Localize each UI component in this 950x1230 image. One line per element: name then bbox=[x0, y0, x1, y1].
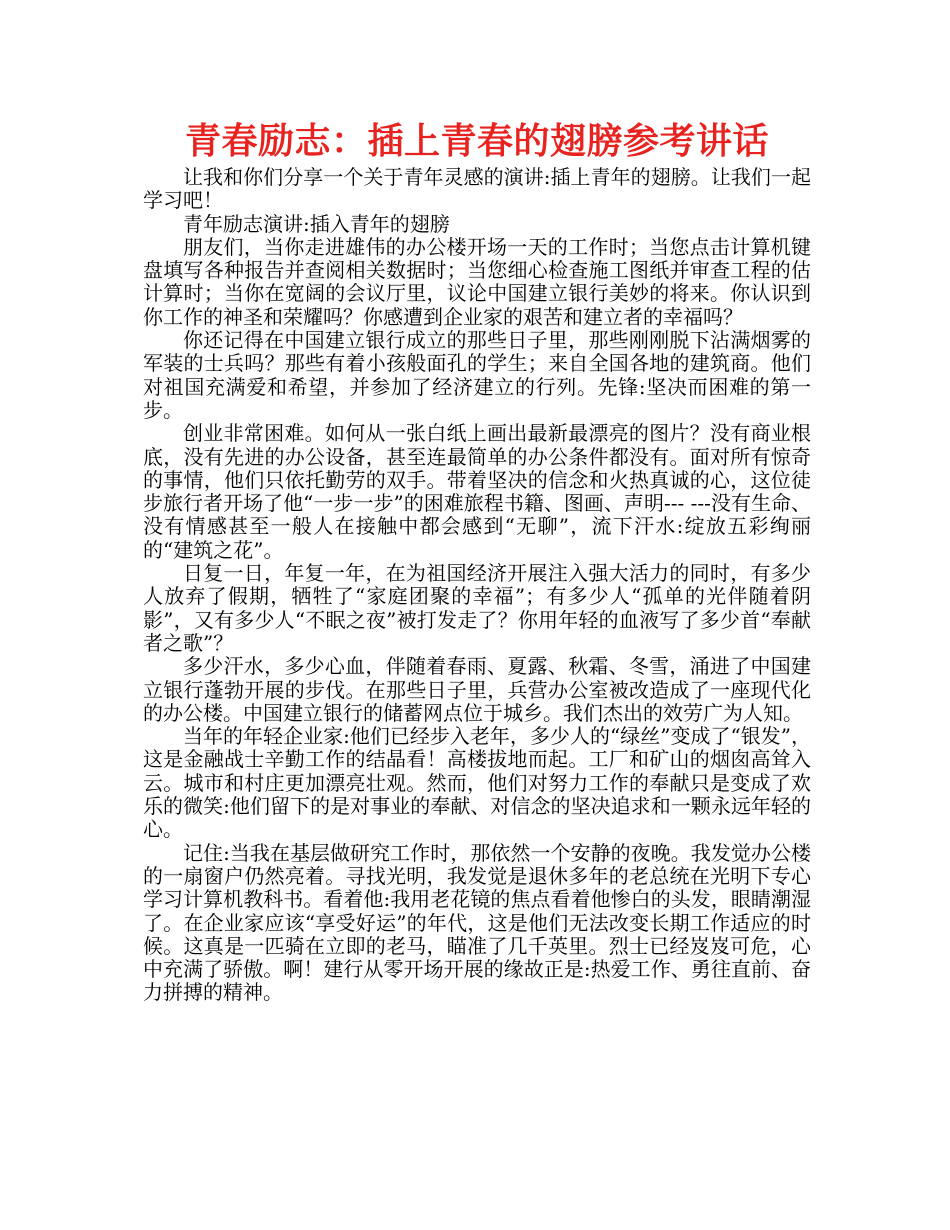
paragraph: 你还记得在中国建立银行成立的那些日子里，那些刚刚脱下沾满烟雾的军装的士兵吗？那些有着小孩般面孔的学生；来自全国各地的建筑商。他们对祖国充满爱和希望，并参加了经济建立的行列。先锋:坚决而困难的第一步。 bbox=[143, 328, 811, 422]
paragraph-intro: 让我和你们分享一个关于青年灵感的演讲:插上青年的翅膀。让我们一起学习吧！ bbox=[143, 165, 811, 213]
document-body bbox=[143, 166, 811, 1005]
paragraph: 记住:当我在基层做研究工作时，那依然一个安静的夜晚。我发觉办公楼的一扇窗户仍然亮着。寻找光明，我发觉是退休多年的老总统在光明下专心学习计算机教科书。看着他:我用老花镜的焦点看着他惨白的头发，眼睛潮湿了。在企业家应该“享受好运”的年代，这是他们无法改变长期工作适应的时候。这真是一匹骑在立即的老马，瞄准了几千英里。烈士已经岌岌可危，心中充满了骄傲。啊！建行从零开场开展的缘故正是:热爱工作、勇往直前、奋力拼搏的精神。 bbox=[143, 840, 811, 1005]
paragraph: 日复一日，年复一年，在为祖国经济开展注入强大活力的同时，有多少人放弃了假期，牺牲了“家庭团聚的幸福”；有多少人“孤单的光伴随着阴影”，又有多少人“不眠之夜”被打发走了？你用年轻的血液写了多少首“奉献者之歌”？ bbox=[143, 561, 811, 655]
paragraph: 多少汗水，多少心血，伴随着春雨、夏露、秋霜、冬雪，涌进了中国建立银行蓬勃开展的步伐。在那些日子里，兵营办公室被改造成了一座现代化的办公楼。中国建立银行的储蓄网点位于城乡。我们杰出的效劳广为人知。 bbox=[143, 654, 811, 725]
paragraph: 当年的年轻企业家:他们已经步入老年，多少人的“绿丝”变成了“银发”，这是金融战士辛勤工作的结晶看！高楼拔地而起。工厂和矿山的烟囱高耸入云。城市和村庄更加漂亮壮观。然而，他们对努力工作的奉献只是变成了欢乐的微笑:他们留下的是对事业的奉献、对信念的坚决追求和一颗永远年轻的心。 bbox=[143, 724, 811, 842]
paragraph: 朋友们，当你走进雄伟的办公楼开场一天的工作时；当您点击计算机键盘填写各种报告并查阅相关数据时；当您细心检查施工图纸并审查工程的估计算时；当你在宽阔的会议厅里，议论中国建立银行美妙的将来。你认识到你工作的神圣和荣耀吗？你感遭到企业家的艰苦和建立者的幸福吗？ bbox=[143, 234, 811, 329]
paragraph: 创业非常困难。如何从一张白纸上画出最新最漂亮的图片？没有商业根底，没有先进的办公设备，甚至连最简单的办公条件都没有。面对所有惊奇的事情，他们只依托勤劳的双手。带着坚决的信念和火热真诚的心，这位徒步旅行者开场了他“一步一步”的困难旅程书籍、图画、声明--- ---没有生命、没有情感甚至一般人在接触中都会感到“无聊”，流下汗水:绽放五彩绚丽的“建筑之花”。 bbox=[143, 421, 811, 562]
document-page bbox=[143, 118, 811, 1005]
paragraph-subtitle: 青年励志演讲:插入青年的翅膀 bbox=[183, 211, 450, 236]
document-title: 青春励志：插上青春的翅膀参考讲话 bbox=[184, 121, 769, 162]
